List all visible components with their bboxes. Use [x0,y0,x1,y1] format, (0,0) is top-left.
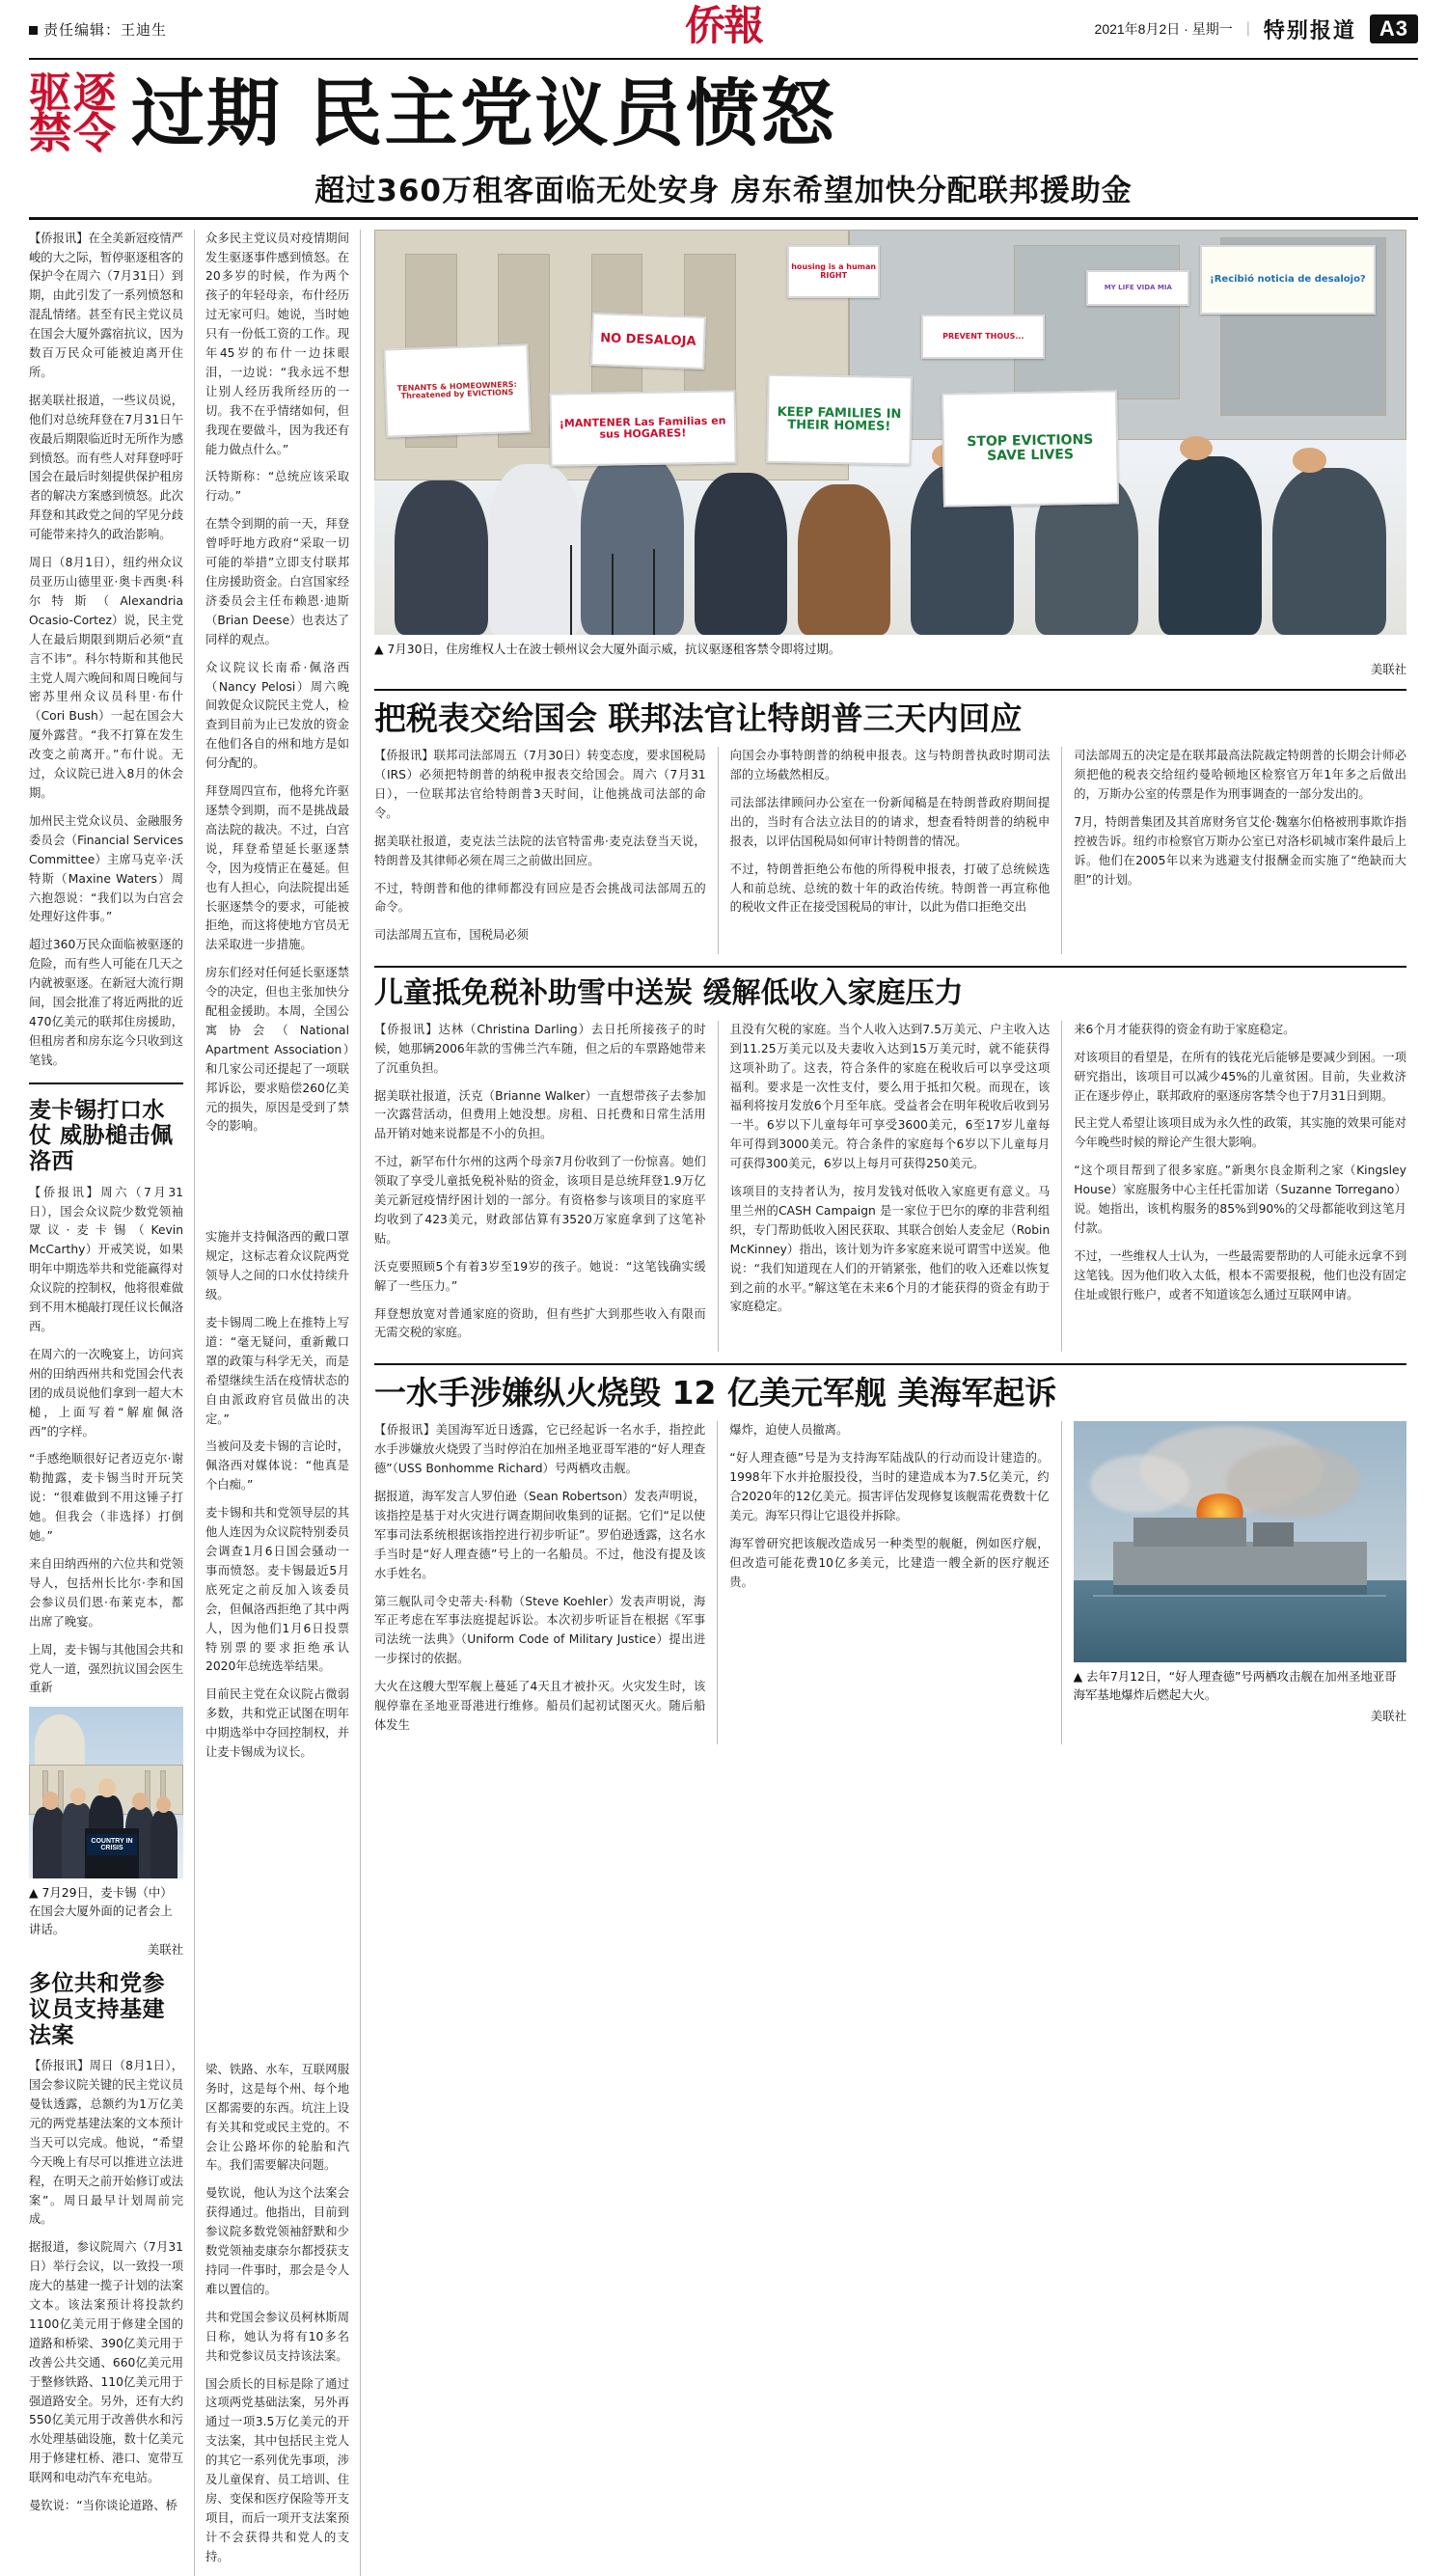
headline-main: 过期 民主党议员愤怒 [131,69,836,156]
protest-sign: ¡MANTENER Las Familias en sus HOGARES! [549,390,736,466]
paragraph: 麦卡锡和共和党领导层的其他人连因为众议院特别委员会调查1月6日国会骚动一事而愤怒。麦卡锡最近5月底死定之前反加入该委员会，但佩洛西拒绝了其中两人，因为他们1月6日投票特别票的要求拒绝承认2020年总统选举结果。 [205,1506,349,1674]
photo-navy-ship-fire [1074,1421,1406,1662]
paragraph: 【侨报讯】在全美新冠疫情严峻的大之际，暂停驱逐租客的保护令在周六（7月31日）到期，由此引发了一系列愤怒和混乱情绪。甚至有民主党议员在国会大厦外露宿抗议，因为数百万民众可能被迫离开住所。 [29,231,183,379]
paragraph: 司法部法律顾问办公室在一份新闻稿是在特朗普政府期间提出的，当时有合法立法目的的请求，想查看特朗普的纳税申报表，以评估国税局如何审计特朗普的情况。 [729,795,1051,848]
paragraph: 不过，一些维权人士认为，一些最需要帮助的人可能永远拿不到这笔钱。因为他们收入太低，根本不需要报税，他们也没有固定住址或银行账户，或者不知道该怎么通过互联网申请。 [1074,1248,1406,1302]
paragraph: 据报道，海军发言人罗伯逊（Sean Robertson）发表声明说，该指控是基于对火灾进行调查期间收集到的证据。它们“足以使军事司法系统根据该指控进行初步听证”。罗伯逊透露，这名水手当时是“好人理查德”号上的一名船员。不过，他没有提及该水手姓名。 [374,1490,706,1580]
paragraph: 第三舰队司令史蒂夫·科勒（Steve Koehler）发表声明说，海军正考虑在军事法庭提起诉讼。本次初步听证旨在根据《军事司法统一法典》（Uniform Code of Military Justice）提出进一步探讨的依据。 [374,1594,706,1666]
photo-scene [1074,1421,1406,1662]
column [719,747,1063,954]
newspaper-logo [684,2,763,49]
divider [29,1082,183,1084]
column-1 [29,230,195,2576]
paragraph: 不过，特朗普和他的律师都没有回应是否会挑战司法部周五的命令。 [374,881,706,915]
paragraph: 当被问及麦卡锡的言论时，佩洛西对媒体说：“他真是个白痴。” [205,1439,349,1493]
photo-caption: ▲ 7月29日，麦卡锡（中）在国会大厦外面的记者会上讲话。 [29,1885,173,1936]
divider [374,689,1406,691]
paragraph: 【侨报讯】周六（7月31日），国会众议院少数党领袖眾议·麦卡锡（Kevin McCarthy）开戒笑说，如果明年中期选举共和党能赢得对众议院的控制权，他将很难做到不用木槌敲打现任议长佩洛西。 [29,1185,183,1334]
paragraph: 爆炸，迫使人员撤离。 [729,1423,849,1438]
paragraph: 沃特斯称：“总统应该采取行动。” [205,470,349,504]
paragraph: 据美联社报道，一些议员说，他们对总统拜登在7月31日午夜最后期限临近时无所作为感到愤怒。而有些人对拜登呼吁国会在最后时刻提供保护租房者的解决方案感到愤怒。此次拜登和其政党之间的罕见分歧可能带来持久的政治影响。 [29,393,183,542]
protest-sign: PREVENT THOUS... [921,315,1045,359]
paragraph: 【侨报讯】美国海军近日透露，它已经起诉一名水手，指控此水手涉嫌放火烧毁了当时停泊在加州圣地亚哥军港的“好人理查德”（USS Bonhomme Richard）号两栖攻击舰。 [374,1423,706,1476]
photo-credit: 美联社 [147,1942,183,1958]
main-headline-block [29,60,1418,220]
photo-scene [374,230,1406,635]
column [719,1021,1063,1353]
protest-sign: MY LIFE VIDA MIA [1086,270,1189,307]
paragraph: 麦卡锡周二晚上在推特上写道：“毫无疑问，重新戴口罩的政策与科学无关，而是希望继续生活在疫情状态的自由派政府官员做出的决定。” [205,1316,349,1426]
paragraph: 民主党人希望让该项目成为永久性的政策，其实施的效果可能对今年晚些时候的辩论产生很大影响。 [1074,1116,1406,1150]
column-photo [1062,1421,1406,1744]
photo-eviction-protest [374,230,1406,635]
paragraph: 7月，特朗普集团及其首席财务官艾伦·魏塞尔伯格被刑事欺诈指控被告诉。纽约市检察官万斯办公室已对洛杉矶城市案件最后上诉。他们在2005年以来为逃避支付报酬金而实施了“绝缺而大胆”的计划。 [1074,814,1406,887]
paragraph: 【侨报讯】达林（Christina Darling）去日托所接孩子的时候，她那辆2006年款的雪佛兰汽车随，但之后的车票路她带来了沉重负担。 [374,1022,706,1075]
paragraph: 国会质长的目标是除了通过这项两党基础法案，另外再通过一项3.5万亿美元的开支法案，其中包括民主党人的其它一系列优先事项，涉及儿童保育、员工培训、住房、变保和医疗保险等开支项目，而后一项开支法案预计不会获得共和党人的支持。 [205,2376,349,2563]
story-headline-mccarthy: 麦卡锡打口水仗 威胁槌击佩洛西 [29,1097,174,1174]
masthead-right: 2021年8月2日 · 星期一 | 特别报道 A3 [1095,14,1418,44]
kicker-line-1: 驱逐 [29,69,118,118]
paragraph: 不过，新罕布什尔州的这两个母亲7月份收到了一份惊喜。她们领取了享受儿童抵免税补贴的资金，该项目是总统拜登1.9万亿美元新冠疫情纾困计划的一部分。有资格参与该项目的家庭平均收到了423美元，财政部估算有3520万家庭拿到了这笔补贴。 [374,1155,706,1246]
paragraph: 大火在这艘大型军舰上蔓延了4天且才被扑灭。火灾发生时，该舰停靠在圣地亚哥港进行维修。船员们起初试图灭火。随后船体发生 [374,1680,706,1733]
headline-subhead: 超过360万租客面临无处安身 房东希望加快分配联邦援助金 [314,173,1133,208]
paragraph: 在周六的一次晚宴上，访问宾州的田纳西州共和党国会代表团的成员说他们拿到一超大木槌，上面写着“解雇佩洛西”的字样。 [29,1347,183,1439]
protest-sign: ¡Recibió noticia de desalojo? [1200,245,1376,314]
column [374,1421,718,1744]
divider [374,966,1406,968]
paragraph: 众议院议长南希·佩洛西（Nancy Pelosi）周六晚间敦促众议院民主党人，检查到目前为止已发放的资金在他们各自的州和地方是如何分配的。 [205,660,349,771]
date-label: 2021年8月2日 · 星期一 [1094,21,1233,37]
divider [374,1363,1406,1365]
protest-sign: STOP EVICTIONS SAVE LIVES [941,390,1118,507]
page-content [29,230,1418,2576]
story-child-body [374,1021,1406,1353]
paragraph: 司法部周五的决定是在联邦最高法院裁定特朗普的长期会计师必须把他的税表交给纽约曼哈顿地区检察官万年1年多之后做出的，万斯办公室的传票是作为刑事调查的一部分发出的。 [1074,749,1406,801]
story-headline-tax: 把税表交给国会 联邦法官让特朗普三天内回应 [374,699,1023,738]
paragraph: 沃克要照顾5个有着3岁至19岁的孩子。她说：“这笔钱确实缓解了一些压力。” [374,1259,706,1293]
paragraph: 该项目的支持者认为，按月发钱对低收入家庭更有意义。马里兰州的CASH Campaign 是一家位于巴尔的摩的非营利组织，专门帮助低收入困民获取、其联合创始人麦金尼（Robin McKinney）指出，该计划为许多家庭来说可谓雪中送炭。他说：“我们知道现在人们的开销紧张，他们的收入还难以恢复到之前的水平。”解这笔在未来6个月的才能获得的资金有助于家庭稳定。 [729,1185,1051,1314]
photo-caption: ▲ 去年7月12日，“好人理查德”号两栖攻击舰在加州圣地亚哥海军基地爆炸后燃起大火。 [1073,1669,1397,1702]
column [1062,747,1406,954]
paragraph: 拜登想放宽对普通家庭的资助，但有些扩大到那些收入有限而无需交税的家庭。 [374,1306,706,1340]
kicker-line-2: 禁令 [29,108,118,158]
protest-sign: TENANTS & HOMEOWNERS: Threatened by EVICTIONS [383,344,531,439]
paragraph: 海军曾研究把该舰改造成另一种类型的舰艇，例如医疗舰，但改造可能花费10亿多美元，比建造一艘全新的医疗舰还贵。 [729,1536,1050,1589]
paragraph: 据报道，参议院周六（7月31日）举行会议，以一致投一项庞大的基建一揽子计划的法案文本。该法案预计将投款约1100亿美元用于修建全国的道路和桥梁、390亿美元用于改善公共交通、660亿美元用于整修铁路、110亿美元用于强道路安全。另外，还有大约550亿美元用于改善供水和污水处理基础设施，数十亿美元用于修建杠桥、港口、宽带互联网和电动汽车充电站。 [29,2240,183,2485]
paragraph: 来自田纳西州的六位共和党领导人，包括州长比尔·李和国会参议员们恩·布莱克本，都出席了晚宴。 [29,1556,183,1629]
paragraph: “这个项目帮到了很多家庭。”新奥尔良金斯利之家（Kingsley House）家庭服务中心主任托雷加诺（Suzanne Torregano）说。她指出，该机构服务的85%到90%的父母都能收到这笔月付款。 [1074,1164,1406,1235]
story-headline-infrastructure: 多位共和党参议员支持基建法案 [29,1971,165,2048]
paragraph: “好人理查德”号是为支持海军陆战队的行动而设计建造的。1998年下水并抢服投役，当时的建造成本为7.5亿美元，约合2020年的12亿美元。损害评估发现修复该舰需花费数十亿美元。海军只得让它退役并拆除。 [729,1451,1050,1522]
paragraph: 对该项目的看望是，在所有的钱花光后能够是要减少到困。一项研究指出，该项目可以减少45%的儿童贫困。目前，失业救济正在逐步停止，联邦政府的驱逐房客禁令也于7月31日到期。 [1074,1050,1406,1103]
headline-kicker [29,69,118,158]
podium-sign: COUNTRY IN CRISIS [87,1834,137,1855]
paragraph: 上周，麦卡锡与其他国会共和党人一道，强烈抗议国会医生重新 [29,1642,183,1695]
protest-sign: housing is a human RIGHT [787,245,880,298]
paragraph: 且没有欠税的家庭。当个人收入达到7.5万美元、户主收入达到11.25万美元以及夫妻收入达到15万美元时，就不能获得这项补助了。这表，符合条件的家庭在税收后可以享受这项福利。要求是一次性支付，要么用于抵扣欠税。而现在，该福利将按月发放6个月至年底。受益者会在明年税收后收到另一半。6岁以下儿童每年可享受3600美元，6至17岁儿童每年可得到3000美元。符合条件的家庭每个6岁以下儿童每月可获得300美元，6岁以上每月可获得250美元。 [729,1022,1051,1171]
paragraph: 司法部周五宣布，国税局必须 [374,928,529,943]
column [718,1421,1061,1744]
paragraph: 众多民主党议员对疫情期间发生驱逐事件感到愤怒。在20多岁的时候，作为两个孩子的年轻母亲，布什经历过无家可归。她说，当时她只有一份低工资的工作。现年45岁的布什一边抹眼泪，一边说：“我永远不想让别人经历我所经历的一切。我不在乎情绪如何，但我现在要做斗，因为我还有能力做点什么。” [205,231,349,456]
paragraph: 超过360万民众面临被驱逐的危险，而有些人可能在几天之内就被驱逐。在新冠大流行期间，国会批准了将近两批的近470亿美元的联邦住房援助，但租房者和房东迄今只收到这笔钱。 [29,938,183,1067]
paragraph: 曼钦说：“当你谈论道路、桥 [29,2499,177,2513]
paragraph: 向国会办事特朗普的纳税申报表。这与特朗普执政时期司法部的立场截然相反。 [729,749,1051,782]
masthead [29,0,1418,60]
paragraph: 周日（8月1日），纽约州众议员亚历山德里亚·奥卡西奥·科尔特斯（Alexandria Ocasio-Cortez）说，民主党人在最后期限到期后必须“直言不讳”。科尔特斯和其他民主党人周六晚间和周日晚间与密苏里州众议员科里·布什（Cori Bush）一起在国会大厦外露营。“我不打算在发生改变之前离开。”布什说。无过，众议院已进入8月的休会期。 [29,556,183,800]
right-section [361,230,1406,2576]
paragraph: 加州民主党众议员、金融服务委员会（Financial Services Committee）主席马克辛·沃特斯（Maxine Waters）周六抱怨说：“我们以为白宫会处理好这件事。” [29,813,183,924]
paragraph: 目前民主党在众议院占微弱多数，共和党正试图在明年中期选举中夺回控制权，并让麦卡锡成为议长。 [205,1687,349,1760]
column-2 [195,230,361,2576]
editor-credit: 责任编辑：王迪生 [29,19,167,40]
photo-scene [29,1707,183,1878]
paragraph: 共和党国会参议员柯林斯周日称，她认为将有10多名共和党参议员支持该法案。 [205,2310,349,2363]
story-tax-body [374,747,1406,954]
paragraph: 在禁令到期的前一天，拜登曾呼吁地方政府“采取一切可能的举措”立即支付联邦住房援助资金。白宫国家经济委员会主任布赖恩·迪斯（Brian Deese）也表达了同样的观点。 [205,517,349,646]
column [1062,1021,1406,1353]
paragraph: 不过，特朗普拒绝公布他的所得税申报表，打破了总统候选人和前总统、总统的数十年的政治传统。特朗普一再宣称他的税收文件正在接受国税局的审计，以此为借口拒绝交出 [729,862,1051,915]
paragraph: 曼钦说，他认为这个法案会获得通过。他指出，目前到参议院多数党领袖舒默和少数党领袖麦康奈尔都授获支持同一件事时，那会是令人难以置信的。 [205,2186,349,2296]
photo-mccarthy-press-conference [29,1707,183,1878]
protest-sign: KEEP FAMILIES IN THEIR HOMES! [766,373,912,465]
story-headline-navy-fire: 一水手涉嫌纵火烧毁 12 亿美元军舰 美海军起诉 [374,1374,1057,1412]
column [374,1021,719,1353]
logo-text: 侨報 [684,2,763,49]
paragraph: 房东们经对任何延长驱逐禁令的决定，但也主张加快分配租金援助。本周，全国公寓协会（National Apartment Association）和几家公司还提起了一项联邦诉讼，要求赔偿260亿美元的损失，原因是受到了禁令的影响。 [205,966,349,1134]
paragraph: 拜登周四宣布，他将允许驱逐禁令到期，而不是挑战最高法院的裁决。不过，白宫说，拜登希望延长驱逐禁令，因为疫情正在蔓延。但也有人担心，向法院提出延长驱逐禁令的要求，可能被拒绝，而这将使地方官员无法采取进一步措施。 [205,784,349,952]
protest-sign: NO DESALOJA [590,313,706,370]
paragraph: 【侨报讯】周日（8月1日），国会参议院关键的民主党议员曼钛透露，总额约为1万亿美元的两党基建法案的文本预计当天可以完成。他说，“希望今天晚上有尽可以推进立法进程，在明天之前开始修订或法案”。周日最早计划周前完成。 [29,2059,183,2227]
photo-caption: ▲ 7月30日，住房维权人士在波士顿州议会大厦外面示威，抗议驱逐租客禁令即将过期。 [374,641,841,656]
paragraph: 来6个月才能获得的资金有助于家庭稳定。 [1074,1022,1296,1036]
photo-credit: 美联社 [1370,662,1406,677]
story-headline-child-tax-credit: 儿童抵免税补助雪中送炭 缓解低收入家庭压力 [374,976,964,1011]
paragraph: 【侨报讯】联邦司法部周五（7月30日）转变态度，要求国税局（IRS）必须把特朗普的纳税申报表交给国会。周六（7月31日），一位联邦法官给特朗普3天时间，让他挑战司法部的命令。 [374,749,706,820]
story-navy-body [374,1421,1406,1744]
section-label: 特别报道 [1263,17,1356,42]
paragraph: 据美联社报道，麦克法兰法院的法官特雷弗·麦克法登当天说，特朗普及其律师必须在周三之前做出回应。 [374,834,706,867]
photo-credit: 美联社 [1370,1708,1406,1723]
page-number-badge: A3 [1370,14,1418,43]
paragraph: 据美联社报道，沃克（Brianne Walker）一直想带孩子去参加一次露营活动，但费用上她没想。房租、日托费和日常生活用品开销对她来说都是不小的负担。 [374,1088,706,1141]
paragraph: 实施并支持佩洛西的戴口罩规定，这标志着众议院两党领导人之间的口水仗持续升级。 [205,1230,349,1302]
paragraph: 梁、铁路、水车，互联网服务时，这是每个州、每个地区都需要的东西。坑注上设有关其和党或民主党的。不会让公路坏你的轮胎和汽车。我们需要解决问题。 [205,2062,349,2173]
bullet-square-icon [29,26,38,35]
paragraph: “手感绝顺很好记者迈克尔·谢勒抛露，麦卡锡当时开玩笑说：“很难做到不用这锤子打她。但我会（非选择）打倒她。” [29,1452,183,1544]
column [374,747,719,954]
